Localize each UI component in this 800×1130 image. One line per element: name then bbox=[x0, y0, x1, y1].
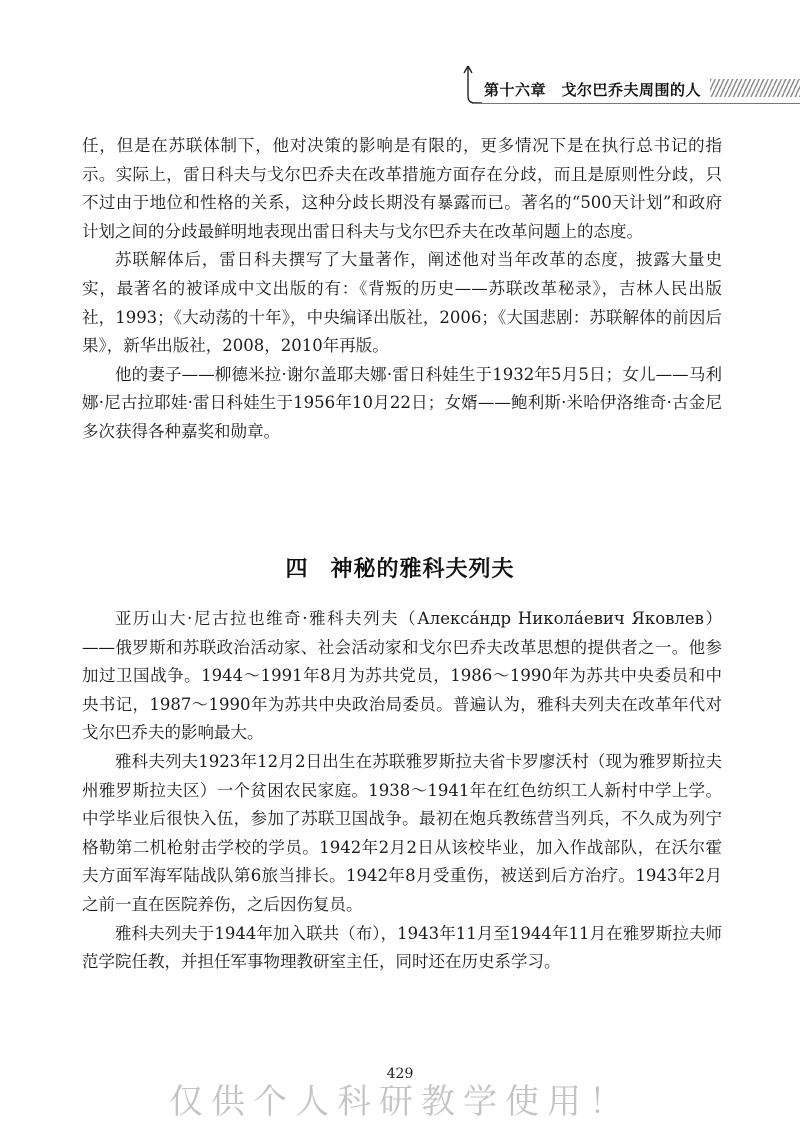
paragraph: 任，但是在苏联体制下，他对决策的影响是有限的，更多情况下是在执行总书记的指示。实际上，雷日科夫与戈尔巴乔夫在改革措施方面存在分歧，而且是原则性分歧，只不过由于地位和性格的关系，这种分歧长期没有暴露而已。著名的“500天计划”和政府计划之间的分歧最鲜明地表现出雷日科夫与戈尔巴乔夫在改革问题上的态度。 bbox=[82, 136, 722, 241]
section-title: 神秘的雅科夫列夫 bbox=[330, 556, 515, 582]
watermark: 仅供个人科研教学使用！ bbox=[169, 1082, 631, 1122]
header-arrow-icon bbox=[462, 62, 482, 108]
header-hatch-decoration bbox=[710, 79, 800, 97]
paragraph: 雅科夫列夫于1944年加入联共（布），1943年11月至1944年11月在雅罗斯拉夫师范学院任教，并担任军事物理教研室主任，同时还在历史系学习。 bbox=[82, 923, 722, 972]
paragraph: 苏联解体后，雷日科夫撰写了大量著作，阐述他对当年改革的态度，披露大量史实，最著名的被译成中文出版的有：《背叛的历史——苏联改革秘录》，吉林人民出版社，1993；《大动荡的十年》，中央编译出版社，2006；《大国悲剧：苏联解体的前因后果》，新华出版社，2008，2010年再版。 bbox=[82, 250, 722, 356]
page-number: 429 bbox=[386, 1066, 414, 1082]
text-block-after-section bbox=[82, 605, 722, 977]
chapter-title: 第十六章 戈尔巴乔夫周围的人 bbox=[484, 81, 702, 99]
running-header bbox=[462, 62, 800, 108]
paragraph: 亚历山大·尼古拉也维奇·雅科夫列夫（Алекса́ндр Никола́евич Яковлев）——俄罗斯和苏联政治活动家、社会活动家和戈尔巴乔夫改革思想的提供者之一。他参加过卫国战争。1944～1991年8月为苏共党员，1986～1990年为苏共中央委员和中央书记，1987～1990年为苏共中央政治局委员。普遍认为，雅科夫列夫在改革年代对戈尔巴乔夫的影响最大。 bbox=[82, 609, 722, 743]
section-heading bbox=[0, 552, 800, 583]
paragraph: 雅科夫列夫1923年12月2日出生在苏联雅罗斯拉夫省卡罗廖沃村（现为雅罗斯拉夫州雅罗斯拉夫区）一个贫困农民家庭。1938～1941年在红色纺织工人新村中学上学。中学毕业后很快入伍，参加了苏联卫国战争。最初在炮兵教练营当列兵，不久成为列宁格勒第二机枪射击学校的学员。1942年2月2日从该校毕业，加入作战部队，在沃尔霍夫方面军海军陆战队第6旅当排长。1942年8月受重伤，被送到后方治疗。1943年2月之前一直在医院养伤，之后因伤复员。 bbox=[82, 751, 722, 914]
header-rule bbox=[472, 103, 800, 104]
text-block-before-section bbox=[82, 132, 722, 447]
section-number: 四 bbox=[285, 556, 309, 582]
paragraph: 他的妻子——柳德米拉·谢尔盖耶夫娜·雷日科娃生于1932年5月5日；女儿——马利娜·尼古拉耶娃·雷日科娃生于1956年10月22日；女婿——鲍利斯·米哈伊洛维奇·古金尼多次获得各种嘉奖和勋章。 bbox=[82, 364, 722, 441]
